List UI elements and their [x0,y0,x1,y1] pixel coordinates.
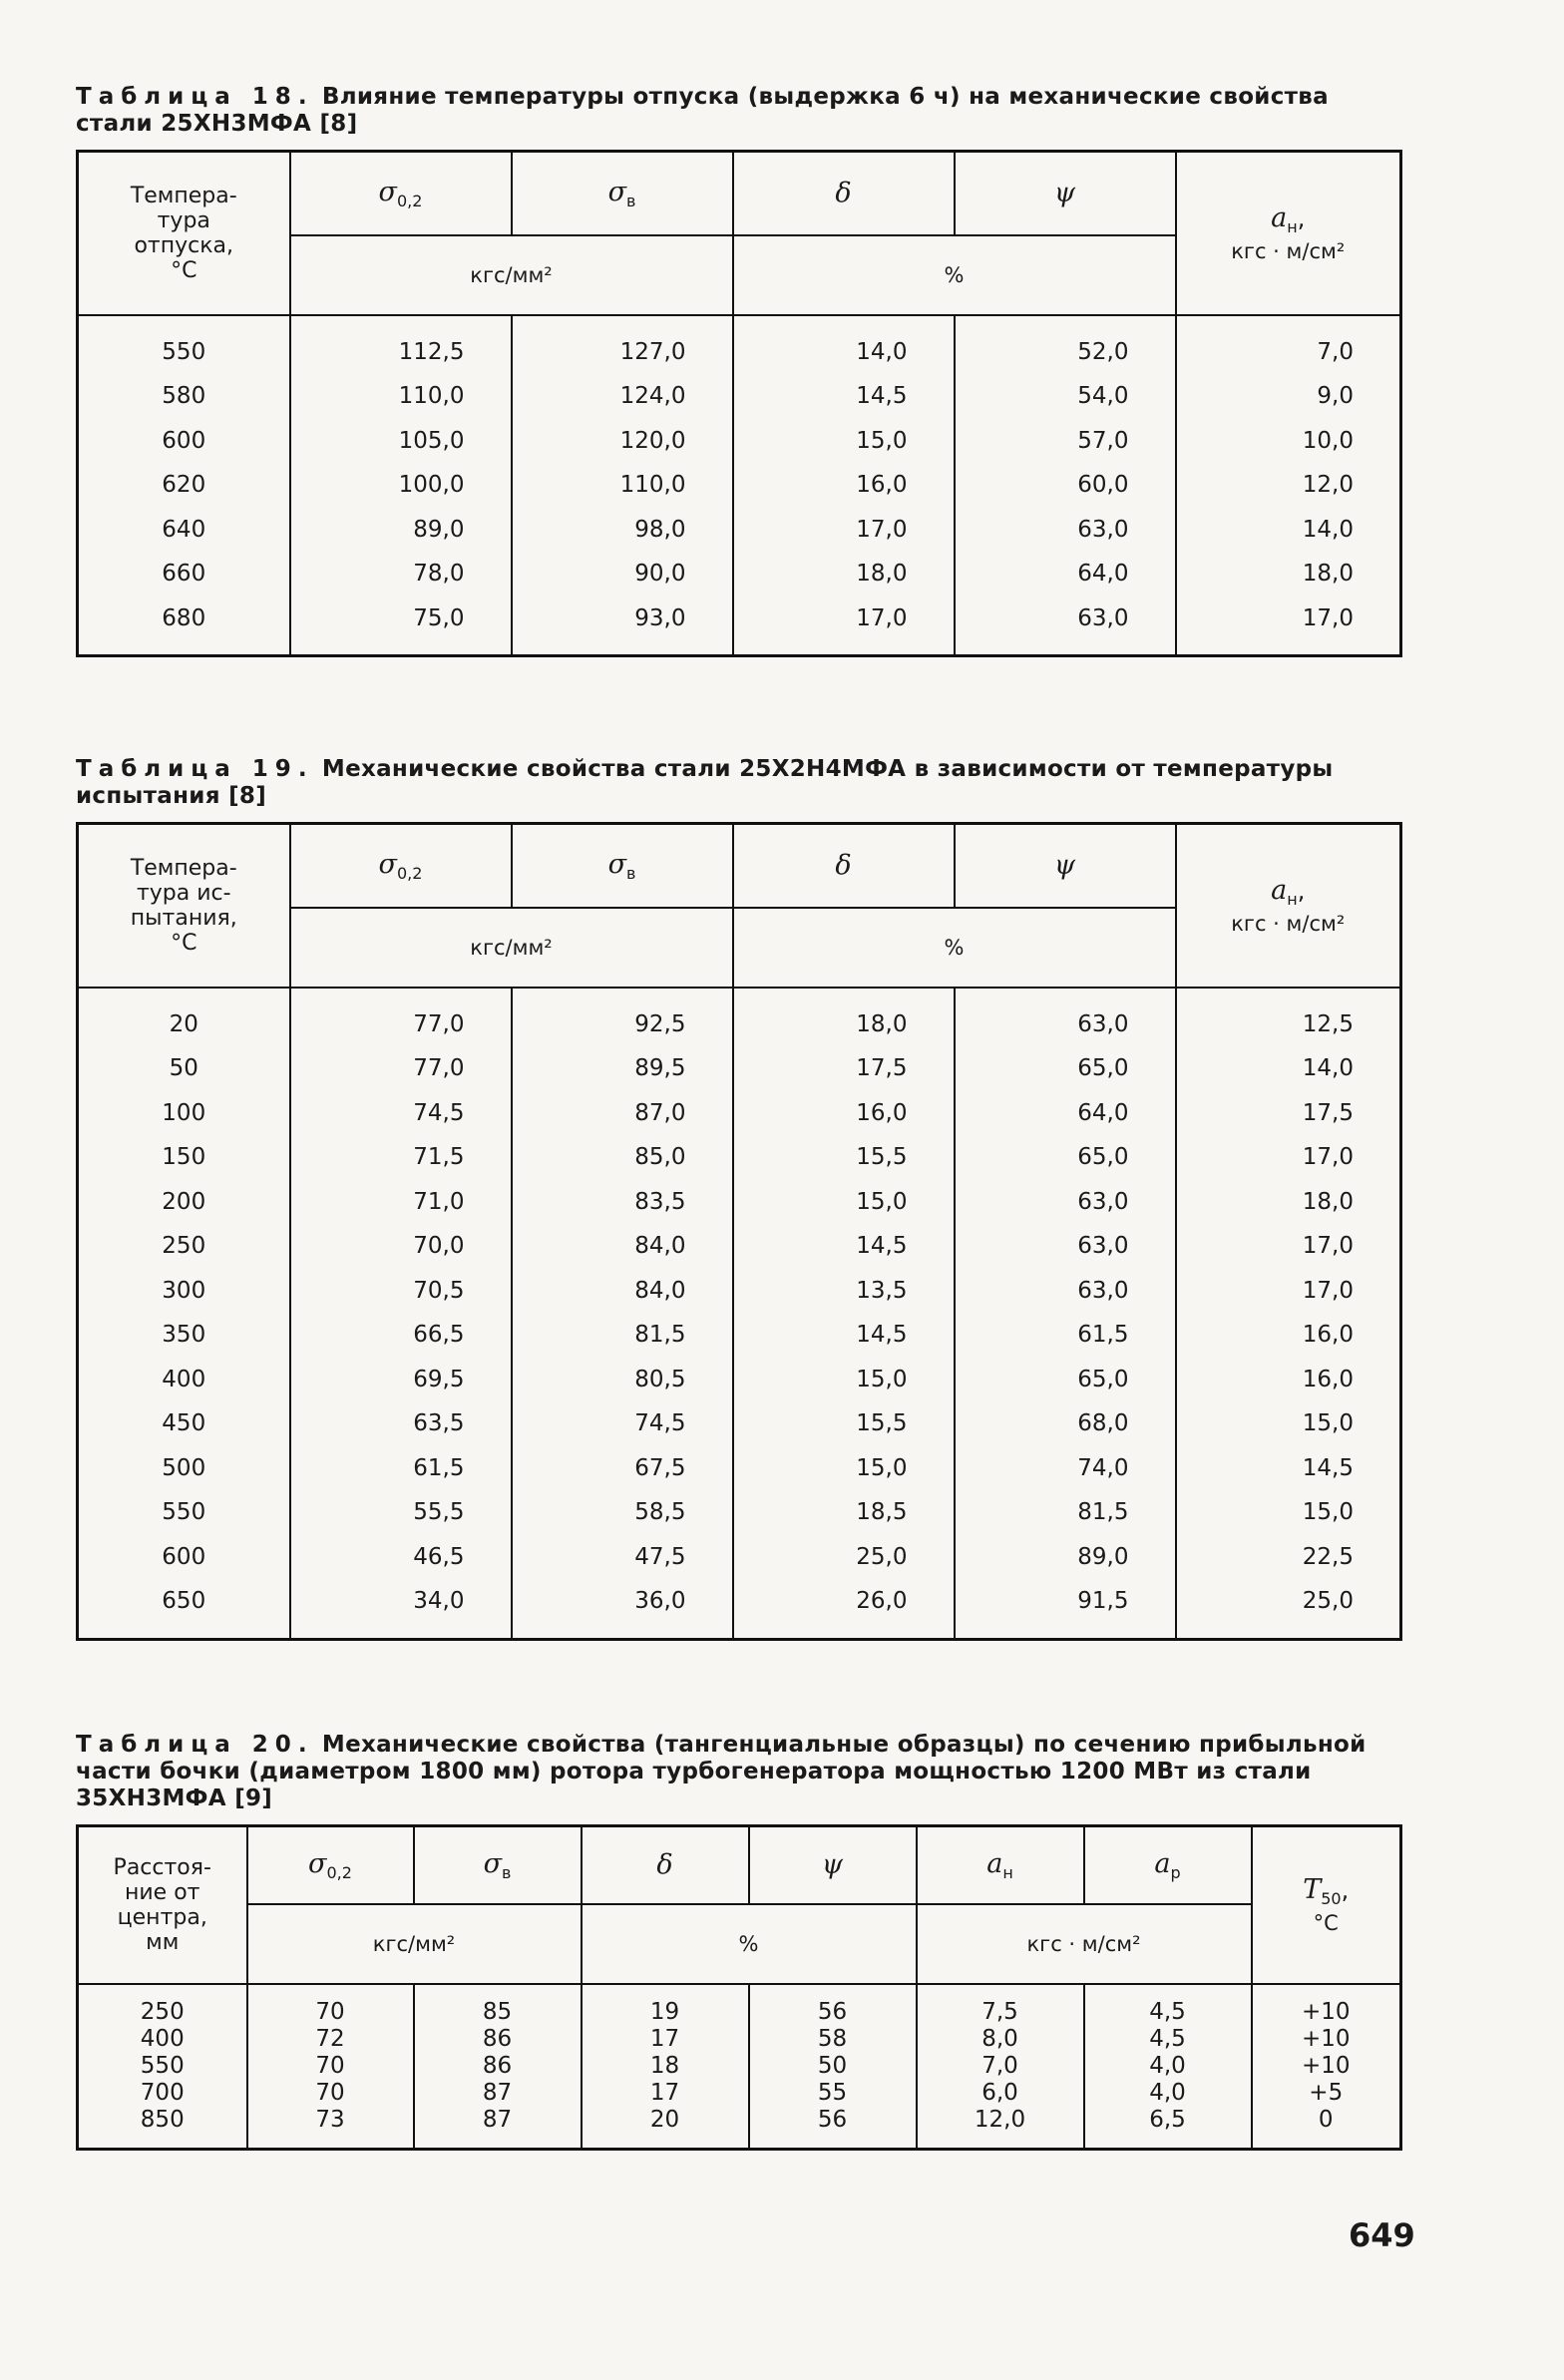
table-row: 580 110,0 124,0 14,5 54,0 9,0 [78,374,1401,419]
table-row: 550 70 86 18 50 7,0 4,0 +10 [78,2053,1401,2080]
unit-kgs-m-cm2: кгс · м/см² [917,1904,1252,1984]
table-18-section [76,84,1402,657]
table-label: Таблица 20. [76,1732,314,1758]
col-delta: δ [733,824,955,908]
table-row: 150 71,5 85,0 15,5 65,0 17,0 [78,1135,1401,1180]
table-row: 600 105,0 120,0 15,0 57,0 10,0 [78,419,1401,464]
col-psi: ψ [749,1826,917,1904]
caption-text: Влияние температуры отпуска (выдержка 6 ч) на механические свойства стали 25ХН3МФА [8] [76,84,1329,137]
col-sigma02: $\sigma_{0,2}$ [247,1826,414,1904]
table-row: 250 70 85 19 56 7,5 4,5 +10 [78,1984,1401,2026]
table-row: 250 70,0 84,0 14,5 63,0 17,0 [78,1224,1401,1269]
stub-header: Темпера- тура ис- пытания, °С [78,824,290,988]
page-number: 649 [1349,2216,1415,2254]
table-19-caption [76,756,1402,810]
table-row: 680 75,0 93,0 17,0 63,0 17,0 [78,596,1401,656]
table-row: 650 34,0 36,0 26,0 91,5 25,0 [78,1579,1401,1639]
col-sigmab: $\sigma_в$ [414,1826,582,1904]
table-row: 300 70,5 84,0 13,5 63,0 17,0 [78,1269,1401,1314]
caption-text: Механические свойства стали 25Х2Н4МФА в зависимости от температуры испытания [8] [76,756,1334,809]
stub-header: Расстоя- ние от центра, мм [78,1826,247,1984]
col-delta: δ [582,1826,749,1904]
unit-kgs-mm2: кгс/мм² [290,908,733,988]
table-19-section [76,756,1402,1641]
table-label: Таблица 18. [76,84,314,110]
table-row: 660 78,0 90,0 18,0 64,0 18,0 [78,552,1401,596]
col-sigmab: $\sigma_в$ [512,824,733,908]
table-row: 620 100,0 110,0 16,0 60,0 12,0 [78,463,1401,508]
col-ap: $a_р$ [1084,1826,1252,1904]
unit-percent: % [582,1904,917,1984]
table-row: 350 66,5 81,5 14,5 61,5 16,0 [78,1313,1401,1358]
table-20-section [76,1732,1402,2151]
col-t50: $T_{50}$, °С [1252,1826,1401,1984]
col-an: $a_н$, кгс · м/см² [1176,824,1401,988]
table-row: 500 61,5 67,5 15,0 74,0 14,5 [78,1446,1401,1491]
col-sigma02: $\sigma_{0,2}$ [290,824,512,908]
col-an: $a_н$, кгс · м/см² [1176,152,1401,315]
table-row: 850 73 87 20 56 12,0 6,5 0 [78,2107,1401,2150]
table-row: 700 70 87 17 55 6,0 4,0 +5 [78,2080,1401,2107]
stub-header: Темпера- тура отпуска, °С [78,152,290,315]
col-delta: δ [733,152,955,235]
table-row: 600 46,5 47,5 25,0 89,0 22,5 [78,1535,1401,1580]
unit-kgs-mm2: кгс/мм² [290,235,733,315]
table-row: 200 71,0 83,5 15,0 63,0 18,0 [78,1180,1401,1225]
col-sigma02: $\sigma_{0,2}$ [290,152,512,235]
col-psi: ψ [955,824,1176,908]
caption-text: Механические свойства (тангенциальные образцы) по сечению прибыльной части бочки (диаметром 1800 мм) ротора турбогенератора мощностью 1200 МВт из стали 35ХН3МФА [9] [76,1732,1367,1811]
col-an: $a_н$ [917,1826,1084,1904]
table-20 [76,1824,1402,2151]
table-row: 550 55,5 58,5 18,5 81,5 15,0 [78,1490,1401,1535]
table-20-caption [76,1732,1402,1812]
table-18-caption [76,84,1402,138]
col-sigmab: $\sigma_в$ [512,152,733,235]
table-label: Таблица 19. [76,756,314,782]
table-row: 400 69,5 80,5 15,0 65,0 16,0 [78,1358,1401,1402]
unit-kgs-mm2: кгс/мм² [247,1904,582,1984]
unit-percent: % [733,908,1176,988]
unit-percent: % [733,235,1176,315]
table-row: 640 89,0 98,0 17,0 63,0 14,0 [78,508,1401,553]
table-row: 50 77,0 89,5 17,5 65,0 14,0 [78,1046,1401,1091]
table-row: 450 63,5 74,5 15,5 68,0 15,0 [78,1401,1401,1446]
table-row: 20 77,0 92,5 18,0 63,0 12,5 [78,988,1401,1047]
table-row: 550 112,5 127,0 14,0 52,0 7,0 [78,315,1401,375]
table-19 [76,822,1402,1641]
table-row: 400 72 86 17 58 8,0 4,5 +10 [78,2026,1401,2053]
table-row: 100 74,5 87,0 16,0 64,0 17,5 [78,1091,1401,1136]
col-psi: ψ [955,152,1176,235]
table-18 [76,150,1402,657]
